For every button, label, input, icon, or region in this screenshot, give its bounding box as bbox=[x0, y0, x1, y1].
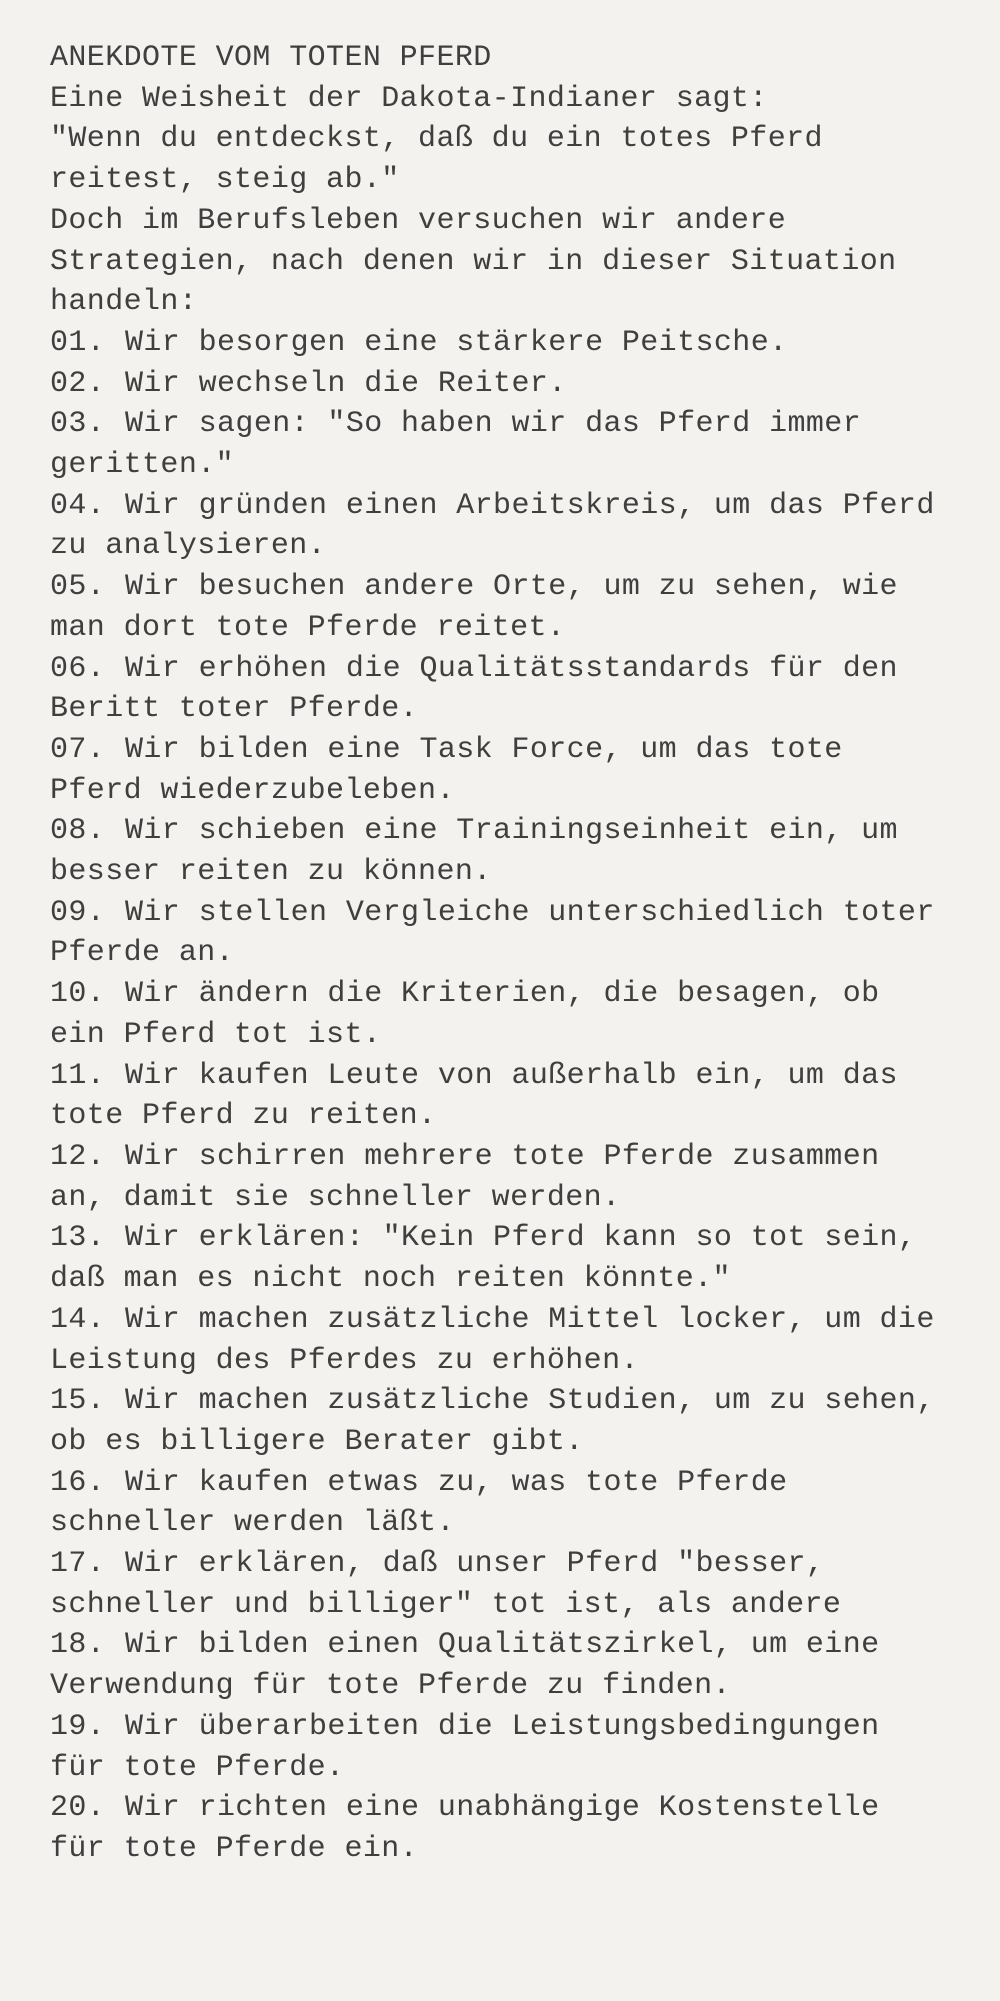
list-item-number: 10. bbox=[50, 977, 106, 1012]
list-item-number: 01. bbox=[50, 325, 106, 360]
list-item bbox=[50, 1788, 950, 1869]
list-item-text: Wir ändern die Kriterien, die besagen, ob ein Pferd tot ist. bbox=[50, 977, 898, 1052]
list-item-text: Wir bilden eine Task Force, um das tote Pferd wiederzubeleben. bbox=[50, 732, 862, 808]
list-item bbox=[50, 567, 950, 648]
list-item-number: 02. bbox=[50, 366, 106, 401]
list-item-text: Wir bilden einen Qualitätszirkel, um eine Verwendung für tote Pferde zu finden. bbox=[50, 1628, 898, 1704]
list-item-text: Wir schieben eine Trainingseinheit ein, um besser reiten zu können. bbox=[50, 814, 917, 890]
list-item-number: 06. bbox=[50, 651, 106, 686]
list-item-number: 18. bbox=[50, 1628, 106, 1663]
list-item-number: 20. bbox=[50, 1791, 106, 1826]
list-item-text: Wir besuchen andere Orte, um zu sehen, wie man dort tote Pferde reitet. bbox=[50, 570, 917, 645]
list-item-text: Wir kaufen Leute von außerhalb ein, um das tote Pferd zu reiten. bbox=[50, 1058, 917, 1134]
list-item-number: 09. bbox=[50, 895, 106, 930]
list-item-number: 03. bbox=[50, 407, 106, 442]
intro-line-2: "Wenn du entdeckst, daß du ein totes Pferd reitest, steig ab." bbox=[50, 122, 842, 198]
list-item-number: 05. bbox=[50, 570, 106, 605]
document-title: ANEKDOTE VOM TOTEN PFERD bbox=[50, 41, 492, 75]
list-item bbox=[50, 364, 950, 405]
list-item bbox=[50, 1137, 950, 1218]
list-item-text: Wir machen zusätzliche Studien, um zu sehen, ob es billigere Berater gibt. bbox=[50, 1384, 954, 1459]
list-item bbox=[50, 893, 954, 974]
list-item-number: 11. bbox=[50, 1058, 106, 1093]
list-item-number: 13. bbox=[50, 1221, 106, 1256]
list-item-text: Wir wechseln die Reiter. bbox=[125, 366, 567, 401]
list-item-number: 16. bbox=[50, 1465, 106, 1500]
list-item-text: Wir sagen: "So haben wir das Pferd immer geritten." bbox=[50, 407, 880, 483]
list-item bbox=[50, 1707, 950, 1788]
list-item bbox=[50, 1056, 950, 1137]
intro-line-3: Doch im Berufsleben versuchen wir andere Strategien, nach denen wir in dieser Situation handeln: bbox=[50, 203, 915, 320]
list-item-text: Wir schirren mehrere tote Pferde zusammen an, damit sie schneller werden. bbox=[50, 1139, 898, 1215]
list-item-number: 15. bbox=[50, 1384, 106, 1419]
list-item-text: Wir überarbeiten die Leistungsbedingungen für tote Pferde. bbox=[50, 1709, 898, 1785]
list-item bbox=[50, 1300, 954, 1381]
list-item-number: 12. bbox=[50, 1139, 106, 1174]
list-item bbox=[50, 974, 950, 1055]
list-item-number: 04. bbox=[50, 488, 106, 523]
list-item bbox=[50, 1625, 950, 1706]
list-item-number: 19. bbox=[50, 1709, 106, 1744]
list-item-number: 14. bbox=[50, 1302, 106, 1337]
list-item bbox=[50, 649, 950, 730]
list-item bbox=[50, 1463, 950, 1544]
list-item bbox=[50, 1218, 950, 1299]
list-item bbox=[50, 811, 950, 892]
list-item-text: Wir erklären, daß unser Pferd "besser, schneller und billiger" tot ist, als andere bbox=[50, 1547, 843, 1622]
list-item-number: 08. bbox=[50, 814, 106, 849]
list-item-text: Wir kaufen etwas zu, was tote Pferde schneller werden läßt. bbox=[50, 1465, 806, 1541]
strategy-list bbox=[50, 323, 960, 1870]
list-item-text: Wir richten eine unabhängige Kostenstelle für tote Pferde ein. bbox=[50, 1791, 898, 1866]
list-item-text: Wir erhöhen die Qualitätsstandards für den Beritt toter Pferde. bbox=[50, 651, 917, 727]
list-item-number: 17. bbox=[50, 1547, 106, 1582]
intro-line-1: Eine Weisheit der Dakota-Indianer sagt: bbox=[50, 81, 768, 116]
list-item bbox=[50, 730, 950, 811]
list-item-text: Wir besorgen eine stärkere Peitsche. bbox=[125, 325, 788, 360]
list-item-text: Wir erklären: "Kein Pferd kann so tot sein, daß man es nicht noch reiten könnte." bbox=[50, 1221, 935, 1297]
list-item bbox=[50, 486, 954, 567]
list-item-text: Wir machen zusätzliche Mittel locker, um die Leistung des Pferdes zu erhöhen. bbox=[50, 1302, 954, 1378]
list-item-text: Wir gründen einen Arbeitskreis, um das Pferd zu analysieren. bbox=[50, 488, 954, 564]
list-item-text: Wir stellen Vergleiche unterschiedlich toter Pferde an. bbox=[50, 895, 954, 971]
list-item bbox=[50, 1544, 950, 1625]
list-item bbox=[50, 1381, 954, 1462]
list-item-number: 07. bbox=[50, 732, 106, 767]
list-item bbox=[50, 404, 950, 485]
list-item bbox=[50, 323, 950, 364]
